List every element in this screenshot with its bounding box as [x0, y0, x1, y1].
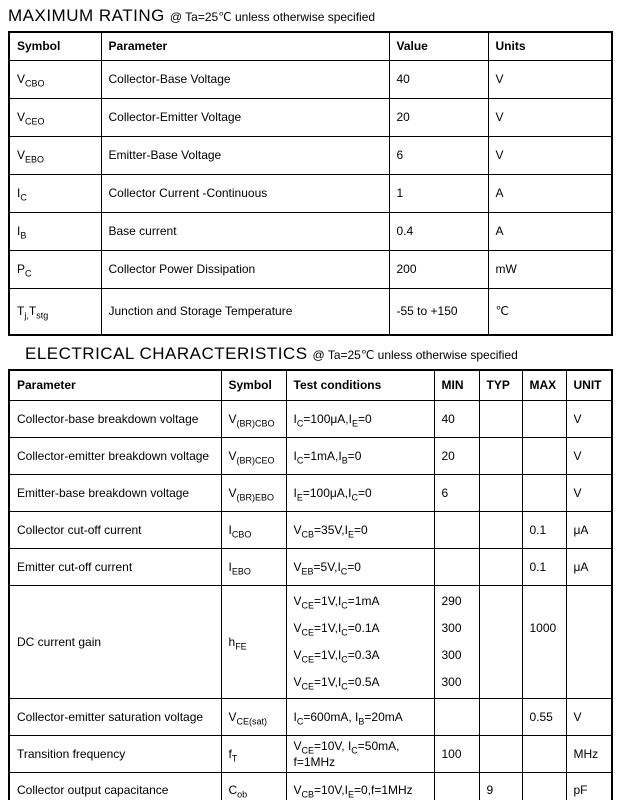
table-cell: 40 — [389, 60, 488, 98]
table-cell: ℃ — [488, 288, 612, 335]
table-row — [9, 288, 612, 335]
table-cell: V — [488, 136, 612, 174]
table-cell: $V_{(BR)EBO}$ — [221, 474, 286, 511]
table-row — [9, 772, 612, 800]
table-cell: $V_{CB}=10V,I_E=0,f=1MHz$ — [286, 772, 434, 800]
electrical-characteristics-title-text: ELECTRICAL CHARACTERISTICS — [25, 344, 308, 363]
table-cell: Collector cut-off current — [9, 511, 221, 548]
electrical-characteristics-header-row — [9, 370, 612, 400]
table-cell: V — [488, 60, 612, 98]
electrical-characteristics-subtitle: @ Ta=25℃ unless otherwise specified — [312, 348, 518, 362]
table-cell — [479, 437, 522, 474]
table-cell: $I_{CBO}$ — [221, 511, 286, 548]
table-cell — [479, 698, 522, 735]
electrical-characteristics-table — [8, 369, 613, 800]
table-cell: μA — [566, 548, 612, 585]
table-cell: 290 300 300 300 — [434, 585, 479, 698]
table-cell: $I_C$ — [9, 174, 101, 212]
table-cell: $C_{ob}$ — [221, 772, 286, 800]
table-cell: $V_{(BR)CEO}$ — [221, 437, 286, 474]
table-cell: Collector Current -Continuous — [101, 174, 389, 212]
table-cell: $V_{CB}=35V,I_E=0$ — [286, 511, 434, 548]
table-cell: Collector-Base Voltage — [101, 60, 389, 98]
table-cell: $h_{FE}$ — [221, 585, 286, 698]
table-cell: Collector-emitter breakdown voltage — [9, 437, 221, 474]
table-cell: $V_{CEO}$ — [9, 98, 101, 136]
table-cell: $I_C=1mA,I_B=0$ — [286, 437, 434, 474]
table-cell: $V_{EBO}$ — [9, 136, 101, 174]
table-cell — [479, 474, 522, 511]
table-cell: $f_T$ — [221, 735, 286, 772]
table-cell: V — [566, 698, 612, 735]
column-header: Parameter — [101, 32, 389, 60]
table-cell — [434, 511, 479, 548]
table-cell: 0.4 — [389, 212, 488, 250]
table-cell: A — [488, 174, 612, 212]
table-cell: Junction and Storage Temperature — [101, 288, 389, 335]
table-row — [9, 136, 612, 174]
table-cell: 9 — [479, 772, 522, 800]
table-cell: $V_{(BR)CBO}$ — [221, 400, 286, 437]
table-cell: Emitter-base breakdown voltage — [9, 474, 221, 511]
table-row — [9, 250, 612, 288]
table-cell: 1 — [389, 174, 488, 212]
table-row — [9, 60, 612, 98]
table-cell: 20 — [434, 437, 479, 474]
table-cell: 100 — [434, 735, 479, 772]
table-cell: $V_{CE}=1V,I_C=1mA$ $V_{CE}=1V,I_C=0.1A$ $V_{CE}=1V,I_C=0.3A$ $V_{CE}=1V,I_C=0.5A$ — [286, 585, 434, 698]
table-cell: $V_{CE(sat)}$ — [221, 698, 286, 735]
table-cell — [479, 511, 522, 548]
table-cell: -55 to +150 — [389, 288, 488, 335]
column-header: MIN — [434, 370, 479, 400]
column-header: Parameter — [9, 370, 221, 400]
table-row — [9, 511, 612, 548]
table-cell: MHz — [566, 735, 612, 772]
max-rating-title-text: MAXIMUM RATING — [8, 6, 165, 25]
table-cell — [522, 735, 566, 772]
table-cell: A — [488, 212, 612, 250]
table-cell: Collector output capacitance — [9, 772, 221, 800]
table-cell: Collector-Emitter Voltage — [101, 98, 389, 136]
table-cell: Collector Power Dissipation — [101, 250, 389, 288]
table-cell: $I_C=600mA$, $I_B=20mA$ — [286, 698, 434, 735]
table-cell — [522, 772, 566, 800]
table-row — [9, 174, 612, 212]
column-header: Test conditions — [286, 370, 434, 400]
table-row — [9, 548, 612, 585]
max-rating-header-row — [9, 32, 612, 60]
column-header: MAX — [522, 370, 566, 400]
table-cell: DC current gain — [9, 585, 221, 698]
table-row — [9, 400, 612, 437]
table-cell: $I_E=100\mu A,I_C=0$ — [286, 474, 434, 511]
table-row — [9, 437, 612, 474]
electrical-characteristics-title — [8, 344, 611, 364]
table-cell — [434, 698, 479, 735]
table-cell: 0.1 — [522, 511, 566, 548]
column-header: TYP — [479, 370, 522, 400]
table-cell: V — [488, 98, 612, 136]
table-cell: Base current — [101, 212, 389, 250]
table-cell — [479, 585, 522, 698]
table-cell: $V_{CE}=10V$, $I_C=50mA$, f=1MHz — [286, 735, 434, 772]
table-cell: 20 — [389, 98, 488, 136]
table-cell — [566, 585, 612, 698]
table-cell: Collector-base breakdown voltage — [9, 400, 221, 437]
table-cell: $V_{CBO}$ — [9, 60, 101, 98]
table-cell: V — [566, 400, 612, 437]
table-cell: 6 — [434, 474, 479, 511]
table-cell: Transition frequency — [9, 735, 221, 772]
table-cell: mW — [488, 250, 612, 288]
table-cell: Collector-emitter saturation voltage — [9, 698, 221, 735]
table-cell — [522, 474, 566, 511]
table-cell: $I_C=100\mu A,I_E=0$ — [286, 400, 434, 437]
table-cell: 6 — [389, 136, 488, 174]
table-cell: Emitter-Base Voltage — [101, 136, 389, 174]
table-row — [9, 698, 612, 735]
table-cell: 0.55 — [522, 698, 566, 735]
column-header: Units — [488, 32, 612, 60]
table-cell: Emitter cut-off current — [9, 548, 221, 585]
table-cell: $I_B$ — [9, 212, 101, 250]
table-row — [9, 98, 612, 136]
table-cell: 1000 — [522, 585, 566, 698]
max-rating-title — [8, 6, 611, 26]
column-header: Symbol — [221, 370, 286, 400]
table-cell: $I_{EBO}$ — [221, 548, 286, 585]
table-row — [9, 735, 612, 772]
table-row — [9, 585, 612, 698]
table-cell: 40 — [434, 400, 479, 437]
table-cell — [434, 548, 479, 585]
max-rating-table — [8, 31, 613, 336]
table-cell: μA — [566, 511, 612, 548]
table-cell — [522, 437, 566, 474]
table-cell: V — [566, 474, 612, 511]
table-cell: 0.1 — [522, 548, 566, 585]
table-cell: $T_{j,}T_{stg}$ — [9, 288, 101, 335]
table-cell: $V_{EB}=5V,I_C=0$ — [286, 548, 434, 585]
table-cell: 200 — [389, 250, 488, 288]
column-header: Value — [389, 32, 488, 60]
max-rating-subtitle: @ Ta=25℃ unless otherwise specified — [169, 10, 376, 24]
table-cell — [479, 735, 522, 772]
table-cell: $P_C$ — [9, 250, 101, 288]
column-header: Symbol — [9, 32, 101, 60]
table-row — [9, 474, 612, 511]
table-cell: pF — [566, 772, 612, 800]
table-cell — [522, 400, 566, 437]
table-cell — [479, 548, 522, 585]
table-cell: V — [566, 437, 612, 474]
column-header: UNIT — [566, 370, 612, 400]
table-cell — [434, 772, 479, 800]
table-row — [9, 212, 612, 250]
table-cell — [479, 400, 522, 437]
